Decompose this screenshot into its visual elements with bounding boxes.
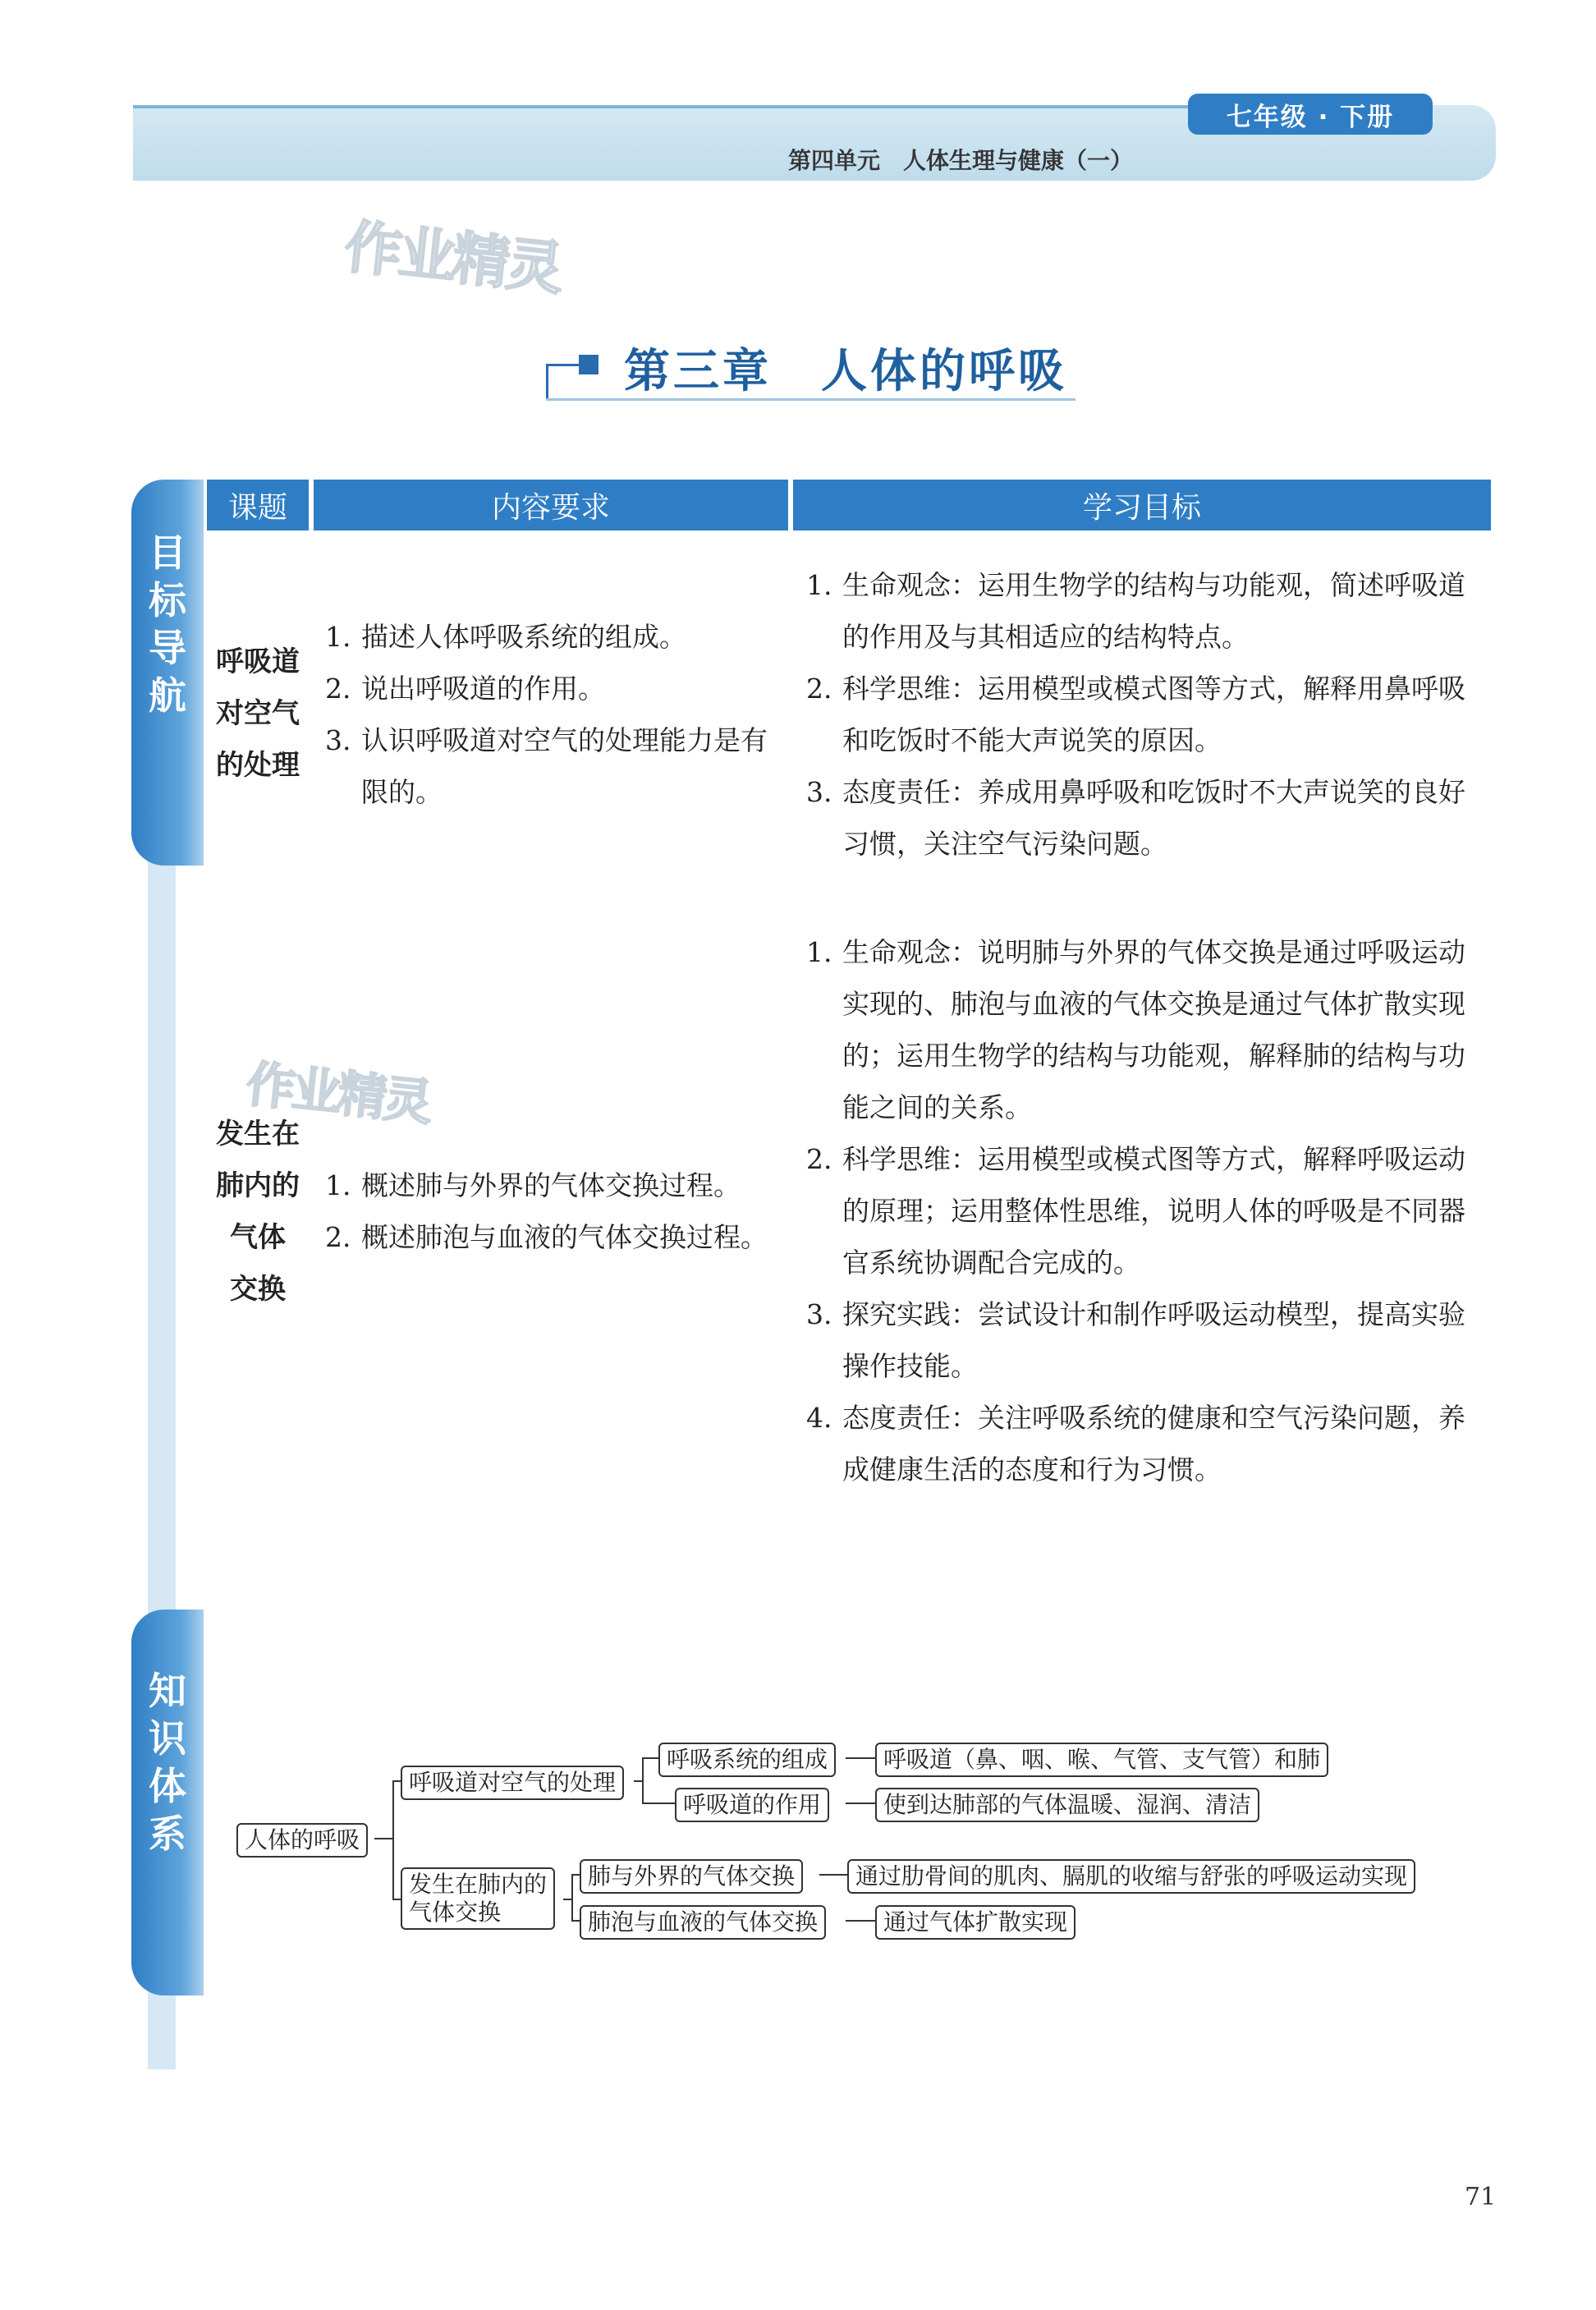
mindmap-connector (642, 1757, 644, 1803)
list-item (806, 926, 1479, 1133)
table-row-goals (806, 926, 1479, 1495)
watermark-middle: 作业精灵 (243, 1055, 433, 1132)
mindmap-connector (642, 1803, 675, 1804)
item-text: 概述肺泡与血液的气体交换过程。 (361, 1221, 768, 1253)
item-number: 3. (325, 724, 351, 756)
table-row-topic (209, 1109, 307, 1316)
table-row-content (325, 1160, 782, 1263)
list-item (806, 663, 1479, 766)
mindmap-connector (571, 1874, 573, 1922)
list-item (325, 714, 782, 818)
mindmap-connector (392, 1780, 394, 1900)
mindmap-connector (374, 1838, 394, 1839)
list-item (806, 1392, 1479, 1495)
side-tab-char: 识 (149, 1716, 186, 1761)
mindmap-leaf: 通过气体扩散实现 (875, 1905, 1075, 1940)
topic-line: 对空气 (216, 697, 300, 730)
chapter-square-icon (579, 355, 598, 374)
chapter-title: 第三章 人体的呼吸 (624, 344, 1067, 398)
item-number: 2. (806, 673, 832, 705)
side-tab-goals (131, 480, 204, 866)
item-text: 认识呼吸道对空气的处理能力是有限的。 (361, 724, 768, 808)
mindmap-connector (642, 1757, 658, 1759)
grade-badge: 七年级 · 下册 (1188, 94, 1433, 135)
list-item (806, 1133, 1479, 1288)
table-row-goals (806, 559, 1479, 870)
list-item (325, 611, 782, 663)
item-number: 1. (325, 1169, 351, 1201)
item-text: 概述肺与外界的气体交换过程。 (361, 1169, 741, 1201)
mindmap-connector (392, 1780, 401, 1782)
mindmap-connector (846, 1920, 875, 1922)
mindmap-leaf: 通过肋骨间的肌肉、膈肌的收缩与舒张的呼吸运动实现 (847, 1859, 1415, 1894)
list-item (325, 1160, 782, 1211)
side-tab-char: 体 (149, 1764, 186, 1808)
mindmap-node: 呼吸系统的组成 (658, 1743, 836, 1777)
table-row-topic (209, 636, 307, 792)
chapter-deco-line (546, 364, 579, 366)
side-tab-char: 标 (149, 578, 186, 622)
side-tab-char: 导 (149, 626, 186, 670)
item-number: 1. (806, 936, 832, 968)
header-top-line (133, 105, 1200, 108)
mindmap-connector (846, 1757, 875, 1759)
side-tab-knowledge (131, 1610, 204, 1995)
mindmap-connector (819, 1874, 847, 1876)
side-tab-char: 系 (149, 1812, 186, 1856)
item-number: 1. (325, 621, 351, 653)
item-number: 2. (325, 673, 351, 705)
item-text: 生命观念：说明肺与外界的气体交换是通过呼吸运动实现的、肺泡与血液的气体交换是通过气体扩散实现的；运用生物学的结构与功能观，解释肺的结构与功能之间的关系。 (842, 936, 1465, 1123)
mindmap-branch: 呼吸道对空气的处理 (401, 1766, 624, 1800)
list-item (325, 663, 782, 714)
topic-line: 肺内的 (216, 1169, 300, 1202)
side-tab-char: 知 (149, 1669, 186, 1713)
mindmap-node: 肺泡与血液的气体交换 (580, 1905, 826, 1940)
item-number: 2. (806, 1143, 832, 1175)
mindmap-node: 肺与外界的气体交换 (580, 1859, 803, 1894)
mindmap-connector (563, 1899, 571, 1900)
unit-title: 第四单元 人体生理与健康（一） (788, 147, 1134, 174)
mindmap-leaf: 使到达肺部的气体温暖、湿润、清洁 (875, 1788, 1259, 1822)
list-item (806, 559, 1479, 663)
page-number: 71 (1465, 2183, 1497, 2211)
item-text: 科学思维：运用模型或模式图等方式，解释用鼻呼吸和吃饭时不能大声说笑的原因。 (842, 673, 1465, 756)
side-tab-char: 目 (149, 530, 186, 575)
mindmap-branch-line: 气体交换 (409, 1899, 502, 1926)
side-tab-char: 航 (149, 673, 186, 718)
mindmap-leaf: 呼吸道（鼻、咽、喉、气管、支气管）和肺 (875, 1743, 1328, 1777)
item-text: 生命观念：运用生物学的结构与功能观，简述呼吸道的作用及与其相适应的结构特点。 (842, 569, 1465, 653)
list-item (806, 1288, 1479, 1392)
table-row-content (325, 611, 782, 818)
item-number: 3. (806, 1298, 832, 1330)
mindmap-root: 人体的呼吸 (236, 1823, 368, 1858)
item-number: 4. (806, 1402, 832, 1434)
item-text: 探究实践：尝试设计和制作呼吸运动模型，提高实验操作技能。 (842, 1298, 1465, 1382)
watermark-top: 作业精灵 (341, 213, 564, 303)
topic-line: 气体 (230, 1221, 286, 1254)
topic-line: 发生在 (216, 1118, 300, 1150)
chapter-deco-line (546, 364, 548, 400)
mindmap-connector (571, 1920, 580, 1922)
list-item (325, 1211, 782, 1263)
topic-line: 交换 (230, 1273, 286, 1306)
item-text: 说出呼吸道的作用。 (361, 673, 605, 705)
mindmap-connector (571, 1874, 580, 1876)
item-text: 科学思维：运用模型或模式图等方式，解释呼吸运动的原理；运用整体性思维，说明人体的呼吸是不同器官系统协调配合完成的。 (842, 1143, 1465, 1279)
item-text: 态度责任：关注呼吸系统的健康和空气污染问题，养成健康生活的态度和行为习惯。 (842, 1402, 1465, 1486)
item-number: 1. (806, 569, 832, 601)
topic-line: 呼吸道 (216, 645, 300, 678)
table-header-content: 内容要求 (314, 480, 788, 530)
table-header-goals: 学习目标 (793, 480, 1491, 530)
topic-line: 的处理 (216, 749, 300, 782)
mindmap-connector (634, 1780, 642, 1782)
mindmap-node: 呼吸道的作用 (675, 1788, 829, 1822)
item-text: 描述人体呼吸系统的组成。 (361, 621, 686, 653)
mindmap-branch-line: 发生在肺内的 (409, 1871, 548, 1898)
item-number: 3. (806, 776, 832, 808)
mindmap-connector (846, 1803, 875, 1804)
item-text: 态度责任：养成用鼻呼吸和吃饭时不大声说笑的良好习惯，关注空气污染问题。 (842, 776, 1465, 860)
table-header-topic: 课题 (207, 480, 309, 530)
mindmap-branch (401, 1867, 555, 1930)
mindmap-connector (392, 1899, 401, 1900)
item-number: 2. (325, 1221, 351, 1253)
list-item (806, 766, 1479, 870)
